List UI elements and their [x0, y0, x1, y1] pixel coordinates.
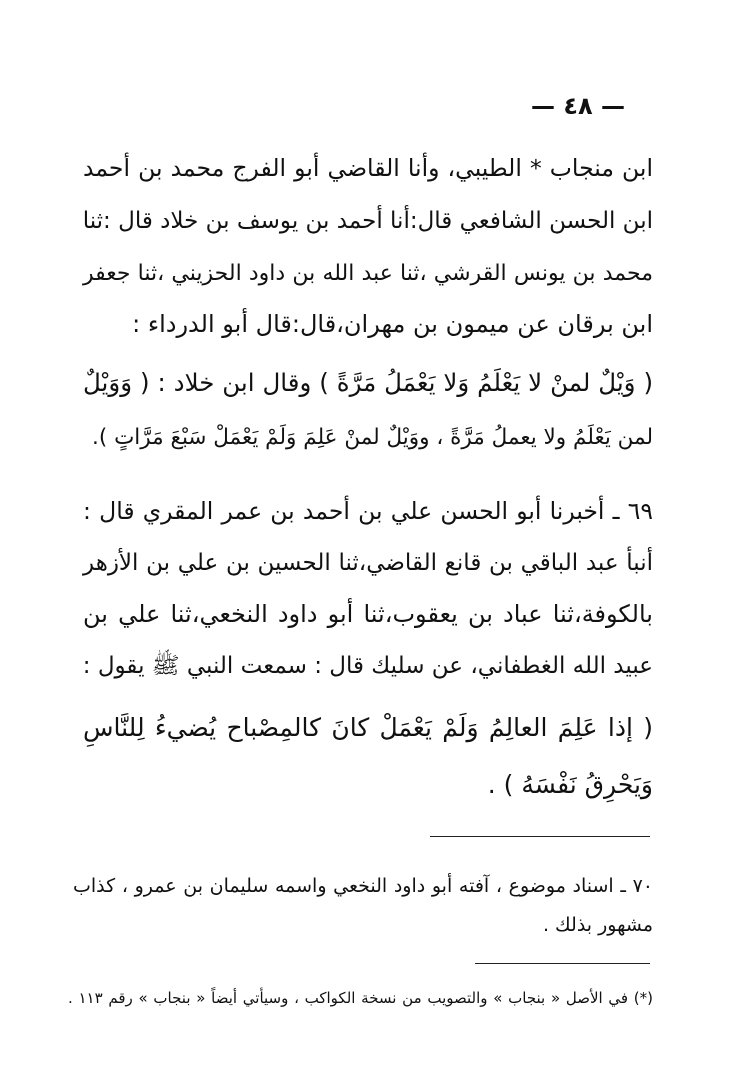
paragraph-2-line-3: بالكوفة،ثنا عباد بن يعقوب،ثنا أبو داود النخعي،ثنا علي بن — [83, 600, 653, 628]
footnote-2: (*) في الأصل « بنجاب » والتصويب من نسخة الكواكب ، وسيأتي أيضاً « بنجاب » رقم ١١٣ . — [68, 989, 653, 1007]
paragraph-1-line-3: محمد بن يونس القرشي ،ثنا عبد الله بن داود الحزيني ،ثنا جعفر — [83, 261, 653, 286]
footnote-separator-2 — [475, 963, 650, 964]
paragraph-1-line-4: ابن برقان عن ميمون بن مهران،قال:قال أبو الدرداء : — [132, 310, 653, 338]
paragraph-2-line-2: أنبأ عبد الباقي بن قانع القاضي،ثنا الحسين بن علي بن الأزهر — [83, 550, 653, 576]
paragraph-2-line-1: ٦٩ ـ أخبرنا أبو الحسن علي بن أحمد بن عمر المقري قال : — [83, 497, 653, 525]
paragraph-2-line-4: عبيد الله الغطفاني، عن سليك قال : سمعت النبي ﷺ يقول : — [82, 653, 653, 679]
quote-1-line-1: ( وَيْلٌ لمنْ لا يَعْلَمُ وَلا يَعْمَلُ مَرَّةً ) وقال ابن خلاد : ( وَوَيْلٌ — [83, 368, 653, 397]
quote-2-line-2: وَيَحْرِقُ نَفْسَهُ ) . — [487, 770, 653, 799]
footnote-separator-1 — [430, 836, 650, 837]
page-number: — ٤٨ — — [530, 92, 625, 120]
paragraph-1-line-1: ابن منجاب * الطيبي، وأنا القاضي أبو الفرج محمد بن أحمد — [83, 154, 653, 182]
footnote-1-line-2: مشهور بذلك . — [542, 914, 653, 936]
quote-2-line-1: ( إذا عَلِمَ العالِمُ وَلَمْ يَعْمَلْ كانَ كالمِصْباح يُضيءُ لِلنَّاسِ — [83, 713, 653, 742]
paragraph-1-line-2: ابن الحسن الشافعي قال:أنا أحمد بن يوسف بن خلاد قال :ثنا — [82, 208, 653, 234]
footnote-1-line-1: ٧٠ ـ اسناد موضوع ، آفته أبو داود النخعي واسمه سليمان بن عمرو ، كذاب — [73, 875, 653, 897]
quote-1-line-2: لمن يَعْلَمُ ولا يعملُ مَرَّةً ، ووَيْلٌ لمنْ عَلِمَ وَلَمْ يَعْمَلْ سَبْعَ مَرَّاتٍ ). — [92, 425, 653, 450]
